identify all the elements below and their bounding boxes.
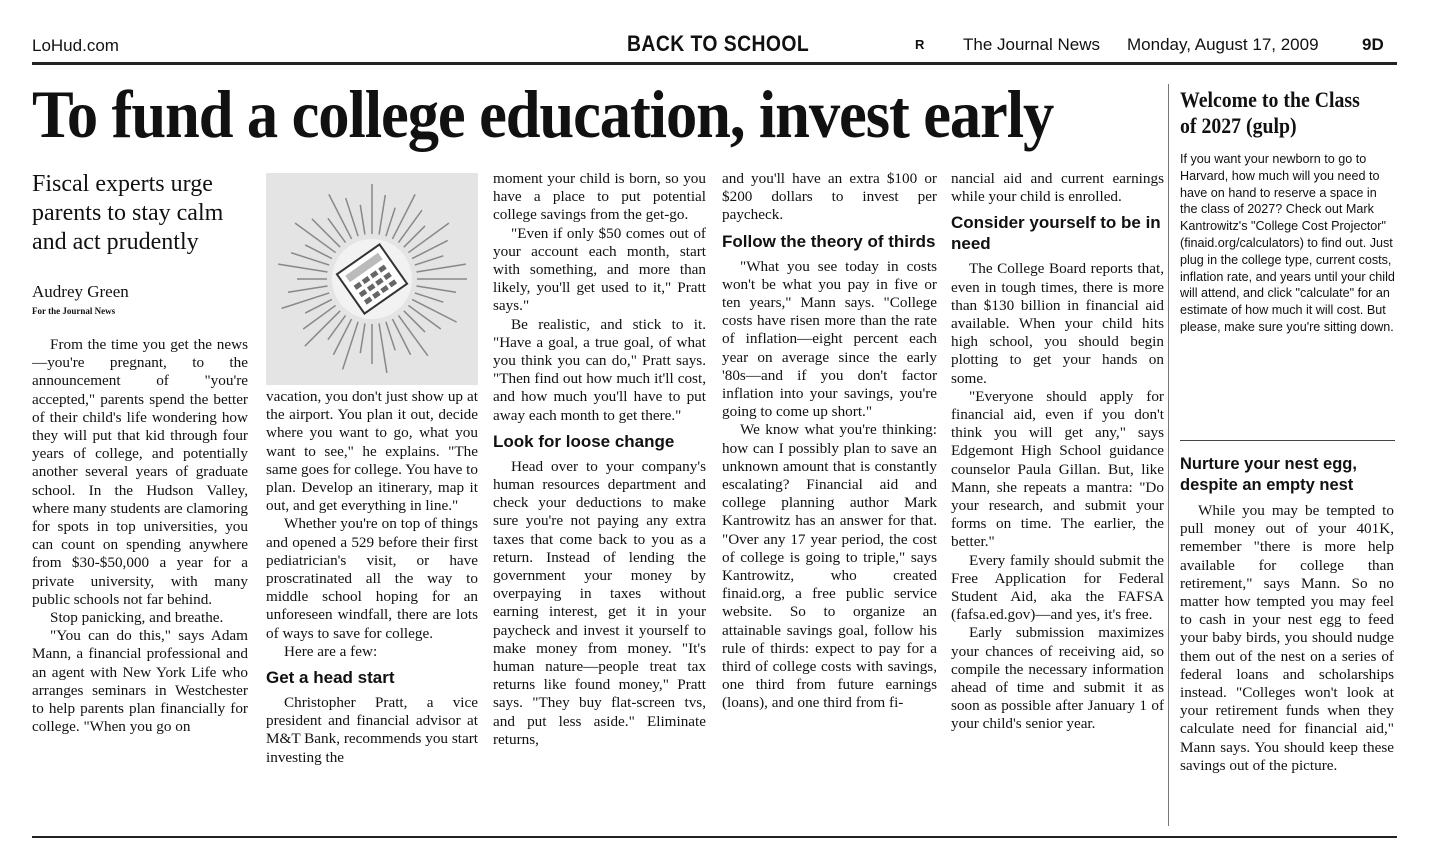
subhead-head-start: Get a head start	[266, 668, 395, 688]
paragraph: "What you see today in costs won't be what you pay in five or ten years," Mann says. "College costs have risen more than the rate of inflation—eight percent each year on average since the early '80s—and if you don't factor inflation into your savings, you're going to come up short."	[722, 257, 937, 421]
paragraph: Here are a few:	[284, 642, 378, 660]
paragraph: From the time you get the news—you're pregnant, to the announcement of "you're accepted," parents spend the better of their child's life wondering how they will put that kid through four years of college, and potentially another several years of graduate school. In the Hudson Valley, where many students are clamoring for spots in top universities, you can count on spending anywhere from $30-$50,000 a year for a private university, with many public schools not far behind.	[32, 336, 248, 608]
paragraph: Christopher Pratt, a vice president and financial advisor at M&T Bank, recommends you start investing the	[266, 694, 478, 766]
sidebar-body-class-of-2027: If you want your newborn to go to Harvard, how much will you need to have on hand to reserve a space in the class of 2027? Check out Mark Kantrowitz's "College Cost Projector" (finaid.org/calculators) to find out. Just plug in the college type, current costs, inflation rate, and years until your child will attend, and click "calculate" for an estimate of how much it will cost. But please, make sure you're sitting down.	[1180, 152, 1395, 334]
subhead-loose-change: Look for loose change	[493, 431, 675, 451]
page-number: 9D	[1362, 35, 1384, 54]
byline-author: Audrey Green	[32, 282, 129, 301]
sidebar-divider	[1168, 84, 1169, 826]
byline-affiliation: For the Journal News	[32, 306, 116, 316]
paragraph: Stop panicking, and breathe.	[50, 609, 224, 627]
article-column-3	[493, 170, 706, 826]
edition-mark: R	[915, 37, 925, 52]
sidebar-title-nest-egg: Nurture your nest egg, despite an empty nest	[1180, 455, 1357, 494]
sidebar-section-rule	[1180, 440, 1395, 441]
site-name: LoHud.com	[32, 36, 119, 55]
deck-subheadline: Fiscal experts urge parents to stay calm and act prudently	[32, 171, 224, 255]
issue-date: Monday, August 17, 2009	[1127, 35, 1319, 54]
paragraph: "Even if only $50 comes out of your account each month, start with something, and more than likely, you'll get used to it," Pratt says."	[493, 224, 706, 315]
paragraph: Early submission maximizes your chances of receiving aid, so compile the necessary information ahead of time and submit it as soon as possible after January 1 of your child's senior year.	[951, 624, 1164, 733]
paragraph: Whether you're on top of things and opened a 529 before their first pediatrician's visit, or have proscratinated all the way to middle school hoping for an unforeseen windfall, there are lots of ways to save for college.	[266, 515, 478, 642]
article-column-1	[32, 336, 248, 826]
paragraph: "You can do this," says Adam Mann, a financial professional and an agent with New York Life who arranges seminars in Westchester to help parents plan financially for college. "When you go on	[32, 627, 248, 736]
sidebar-title-class-of-2027: Welcome to the Class of 2027 (gulp)	[1180, 87, 1360, 138]
subhead-consider-need: Consider yourself to be in need	[951, 213, 1161, 254]
calculator-illustration	[266, 173, 478, 385]
paragraph: Head over to your company's human resources department and check your deductions to make sure you're not paying any extra taxes that come back to you as a return. Instead of lending the government your money by overpaying in taxes without earning interest, get it in your paycheck and invest it yourself to make money from money. "It's human nature—people treat tax returns like found money," Pratt says. "They buy flat-screen tvs, and put less aside." Eliminate returns,	[493, 457, 706, 748]
footer-rule	[32, 836, 1397, 838]
paragraph: "Everyone should apply for financial aid, even if you don't think you will get any," says Edgemont High School guidance counselor Paula Gillan. But, like Mann, she repeats a mantra: "Do your research, and submit your forms on time. The earlier, the better."	[951, 387, 1164, 551]
paragraph: We know what you're thinking: how can I possibly plan to save an unknown amount that is constantly escalating? Financial aid and college planning author Mark Kantrowitz has an answer for that. "Over any 17 year period, the cost of college is going to triple," says Kantrowitz, who created finaid.org, a free public service website. So to organize an attainable savings goal, follow his rule of thirds: expect to pay for a third of college costs with savings, one third from future earnings (loans), and one third from fi-	[722, 421, 937, 712]
article-column-2	[266, 388, 478, 826]
paragraph: Every family should submit the Free Application for Federal Student Aid, aka the FAFSA (fafsa.ed.gov)—and yes, it's free.	[951, 551, 1164, 624]
paragraph: nancial aid and current earnings while your child is enrolled.	[951, 170, 1164, 206]
paragraph: moment your child is born, so you have a place to put potential college savings from the get-go.	[493, 170, 706, 224]
paragraph: While you may be tempted to pull money out of your 401K, remember "there is more help available for college than retirement," says Mann. So no matter how tempted you may feel to cash in your nest egg to feed your baby birds, you should nudge them out of the nest on a series of federal loans and scholarships instead. "Colleges won't look at your retirement funds when they calculate need for financial aid," Mann says. You should keep these savings out of the picture.	[1180, 502, 1394, 774]
calculator-icon	[266, 173, 478, 385]
paragraph: and you'll have an extra $100 or $200 dollars to invest per paycheck.	[722, 170, 937, 224]
sidebar-body-nest-egg	[1180, 502, 1394, 826]
section-label: BACK TO SCHOOL	[627, 31, 810, 56]
article-column-4	[722, 170, 937, 826]
headline: To fund a college education, invest early	[32, 76, 1054, 152]
article-column-5	[951, 170, 1164, 826]
paragraph: The College Board reports that, even in tough times, there is more than $130 billion in financial aid available. When your child hits high school, you should begin plotting to get your hands on some.	[951, 260, 1164, 387]
newspaper-name: The Journal News	[963, 35, 1101, 54]
paragraph: vacation, you don't just show up at the airport. You plan it out, decide where you want to go, what you want to see," he explains. "The same goes for college. You have to plan. Develop an itinerary, map it out, and get everything in line."	[266, 388, 478, 515]
header-rule	[32, 62, 1397, 65]
subhead-theory-of-thirds: Follow the theory of thirds	[722, 231, 936, 251]
paragraph: Be realistic, and stick to it. "Have a goal, a true goal, of what you think you can do," Pratt says. "Then find out how much it'll cost, and how much you'll have to put away each month to get there."	[493, 315, 706, 424]
